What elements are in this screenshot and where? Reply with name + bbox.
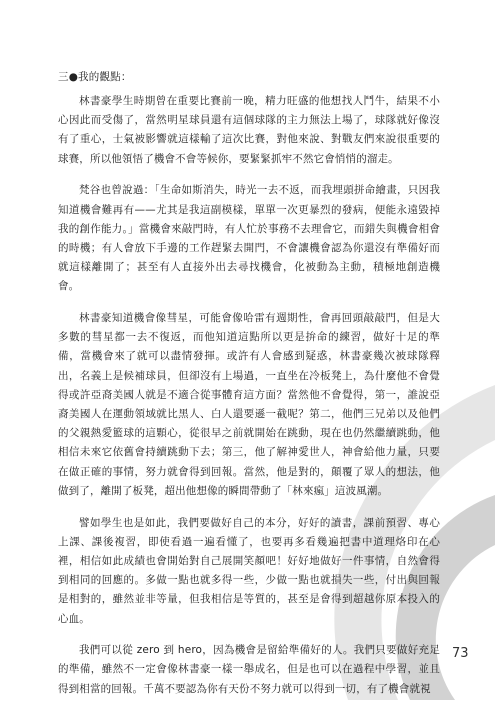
page-number: 73 (452, 646, 469, 661)
paragraph-5: 我們可以從 zero 到 hero，因為機會是留給準備好的人。我們只要做好充足的準備，雖然不一定會像林書豪一樣一舉成名，但是也可以在過程中學習，並且得到相當的回報。千萬不要認為你有天份不努力就可以得到一切，有了機會就視 (58, 644, 440, 695)
paragraph-1: 林書豪學生時期曾在重要比賽前一晚，精力旺盛的他想找人鬥牛，結果不小心因此而受傷了，當然明星球員還有這個球隊的主力無法上場了，球隊就好像沒有了重心，士氣被影響就這樣輸了這次比賽，對他來說、對戰友們來說很重要的球賽，所以他領悟了機會不會等候你，要緊緊抓牢不然它會悄悄的溜走。 (58, 95, 440, 165)
text-body (58, 68, 440, 711)
paragraph-3: 林書豪知道機會像彗星，可能會像哈雷有週期性，會再回頭敲敲門，但是大多數的彗星都一去不復返，而他知道這點所以更是拚命的練習，做好十足的準備，當機會來了就可以盡情發揮。或許有人會感到疑惑，林書豪幾次被球隊釋出，名義上是候補球員，但卻沒有上場過，一直坐在冷板凳上，為什麼他不會覺得或許亞裔美國人就是不適合從事體育這方面？當然他不會覺得，第一，誰說亞裔美國人在運動領域就比黑人、白人還要遜一截呢？第二，他們三兄弟以及他們的父親熱愛籃球的這顆心，從很早之前就開始在跳動，現在也仍然繼續跳動，他相信未來它依舊會持續跳動下去；第三，他了解神愛世人，神會給他力量，只要在做正確的事情，努力就會得到回報。當然，他是對的，顛覆了眾人的想法，他做到了，離開了板凳，超出他想像的瞬間帶動了「林來瘋」這波風潮。 (58, 312, 440, 497)
paragraph-4: 譬如學生也是如此，我們要做好自己的本分，好好的讀書，課前預習、專心上課、課後複習，即使看過一遍看懂了，也要再多看幾遍把書中道理烙印在心裡，相信如此成績也會開始對自己展開笑顏吧！好好地做好一件事情，自然會得到相同的回應的。多做一點也就多得一些，少做一點也就損失一些，付出與回報是相對的，雖然並非等量，但我相信是等質的，甚至是會得到超越你原本投入的心血。 (58, 516, 440, 625)
section-heading: 三●我的觀點： (58, 71, 132, 83)
paragraph-2: 梵谷也曾說過：「生命如斯消失，時光一去不返，而我埋頭拼命繪畫，只因我知道機會難再有——尤其是我這副模樣，單單一次更暴烈的發病，便能永遠毀掉我的創作能力。」當機會來敲門時，有人忙於事務不去理會它，而錯失與機會相會的時機；有人會放下手邊的工作趕緊去開門，不會讓機會認為你還沒有準備好而就這樣離開了；甚至有人直接外出去尋找機會，化被動為主動，積極地創造機會。 (58, 184, 440, 293)
